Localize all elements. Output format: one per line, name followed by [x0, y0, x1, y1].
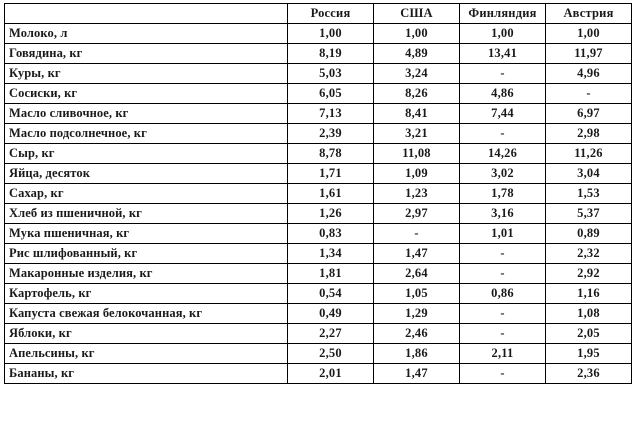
cell-russia: 1,34: [288, 244, 374, 264]
cell-austria: 2,32: [546, 244, 632, 264]
cell-finland: 0,86: [460, 284, 546, 304]
cell-russia: 0,49: [288, 304, 374, 324]
table-row: [5, 24, 632, 44]
cell-russia: 1,26: [288, 204, 374, 224]
cell-russia: 2,27: [288, 324, 374, 344]
cell-finland: -: [460, 244, 546, 264]
row-label: Сыр, кг: [5, 144, 288, 164]
row-label: Яблоки, кг: [5, 324, 288, 344]
table-corner-cell: [5, 4, 288, 24]
cell-russia: 0,83: [288, 224, 374, 244]
cell-usa: 1,29: [374, 304, 460, 324]
cell-russia: 0,54: [288, 284, 374, 304]
row-label: Говядина, кг: [5, 44, 288, 64]
row-label: Мука пшеничная, кг: [5, 224, 288, 244]
table-row: [5, 164, 632, 184]
cell-usa: 1,09: [374, 164, 460, 184]
table-row: [5, 84, 632, 104]
table-row: [5, 144, 632, 164]
cell-russia: 1,71: [288, 164, 374, 184]
cell-usa: 3,21: [374, 124, 460, 144]
cell-usa: 8,41: [374, 104, 460, 124]
row-label: Молоко, л: [5, 24, 288, 44]
cell-usa: 1,47: [374, 364, 460, 384]
cell-finland: -: [460, 264, 546, 284]
row-label: Макаронные изделия, кг: [5, 264, 288, 284]
cell-austria: 4,96: [546, 64, 632, 84]
cell-austria: 1,00: [546, 24, 632, 44]
cell-russia: 2,39: [288, 124, 374, 144]
cell-austria: 1,53: [546, 184, 632, 204]
cell-finland: 4,86: [460, 84, 546, 104]
table-row: [5, 284, 632, 304]
table-header-row: [5, 4, 632, 24]
row-label: Капуста свежая белокочанная, кг: [5, 304, 288, 324]
table-row: [5, 44, 632, 64]
cell-usa: -: [374, 224, 460, 244]
cell-austria: 6,97: [546, 104, 632, 124]
cell-usa: 1,47: [374, 244, 460, 264]
cell-austria: 2,92: [546, 264, 632, 284]
cell-usa: 2,64: [374, 264, 460, 284]
cell-finland: 7,44: [460, 104, 546, 124]
row-label: Масло сливочное, кг: [5, 104, 288, 124]
cell-russia: 8,19: [288, 44, 374, 64]
cell-russia: 1,00: [288, 24, 374, 44]
cell-austria: 5,37: [546, 204, 632, 224]
cell-austria: 1,95: [546, 344, 632, 364]
cell-russia: 2,50: [288, 344, 374, 364]
cell-finland: -: [460, 64, 546, 84]
cell-finland: -: [460, 124, 546, 144]
table-body: [5, 24, 632, 384]
table-row: [5, 244, 632, 264]
cell-russia: 8,78: [288, 144, 374, 164]
cell-austria: 2,98: [546, 124, 632, 144]
cell-usa: 1,86: [374, 344, 460, 364]
cell-usa: 1,00: [374, 24, 460, 44]
cell-russia: 2,01: [288, 364, 374, 384]
column-header-austria: Австрия: [546, 4, 632, 24]
cell-austria: 3,04: [546, 164, 632, 184]
cell-austria: 11,26: [546, 144, 632, 164]
cell-usa: 3,24: [374, 64, 460, 84]
cell-finland: 1,78: [460, 184, 546, 204]
column-header-usa: США: [374, 4, 460, 24]
cell-finland: 14,26: [460, 144, 546, 164]
cell-finland: 3,16: [460, 204, 546, 224]
table-row: [5, 104, 632, 124]
cell-usa: 4,89: [374, 44, 460, 64]
cell-russia: 6,05: [288, 84, 374, 104]
table-row: [5, 124, 632, 144]
table-row: [5, 344, 632, 364]
row-label: Сахар, кг: [5, 184, 288, 204]
row-label: Масло подсолнечное, кг: [5, 124, 288, 144]
table-row: [5, 64, 632, 84]
price-comparison-table: [4, 3, 632, 384]
table-row: [5, 204, 632, 224]
cell-finland: 1,00: [460, 24, 546, 44]
cell-austria: 11,97: [546, 44, 632, 64]
column-header-finland: Финляндия: [460, 4, 546, 24]
table-row: [5, 184, 632, 204]
row-label: Апельсины, кг: [5, 344, 288, 364]
row-label: Хлеб из пшеничной, кг: [5, 204, 288, 224]
row-label: Куры, кг: [5, 64, 288, 84]
row-label: Рис шлифованный, кг: [5, 244, 288, 264]
column-header-russia: Россия: [288, 4, 374, 24]
cell-finland: -: [460, 304, 546, 324]
table-row: [5, 324, 632, 344]
cell-austria: 0,89: [546, 224, 632, 244]
row-label: Бананы, кг: [5, 364, 288, 384]
table-row: [5, 364, 632, 384]
cell-austria: -: [546, 84, 632, 104]
cell-russia: 7,13: [288, 104, 374, 124]
cell-finland: 13,41: [460, 44, 546, 64]
cell-usa: 1,23: [374, 184, 460, 204]
cell-russia: 1,61: [288, 184, 374, 204]
cell-usa: 8,26: [374, 84, 460, 104]
cell-austria: 1,16: [546, 284, 632, 304]
cell-finland: 1,01: [460, 224, 546, 244]
cell-finland: -: [460, 324, 546, 344]
table-row: [5, 304, 632, 324]
cell-usa: 2,46: [374, 324, 460, 344]
cell-austria: 2,36: [546, 364, 632, 384]
cell-usa: 11,08: [374, 144, 460, 164]
row-label: Картофель, кг: [5, 284, 288, 304]
cell-russia: 5,03: [288, 64, 374, 84]
cell-usa: 2,97: [374, 204, 460, 224]
row-label: Яйца, десяток: [5, 164, 288, 184]
cell-finland: -: [460, 364, 546, 384]
row-label: Сосиски, кг: [5, 84, 288, 104]
table-row: [5, 264, 632, 284]
cell-finland: 3,02: [460, 164, 546, 184]
cell-austria: 1,08: [546, 304, 632, 324]
cell-austria: 2,05: [546, 324, 632, 344]
table-header: [5, 4, 632, 24]
cell-usa: 1,05: [374, 284, 460, 304]
cell-russia: 1,81: [288, 264, 374, 284]
table-row: [5, 224, 632, 244]
cell-finland: 2,11: [460, 344, 546, 364]
